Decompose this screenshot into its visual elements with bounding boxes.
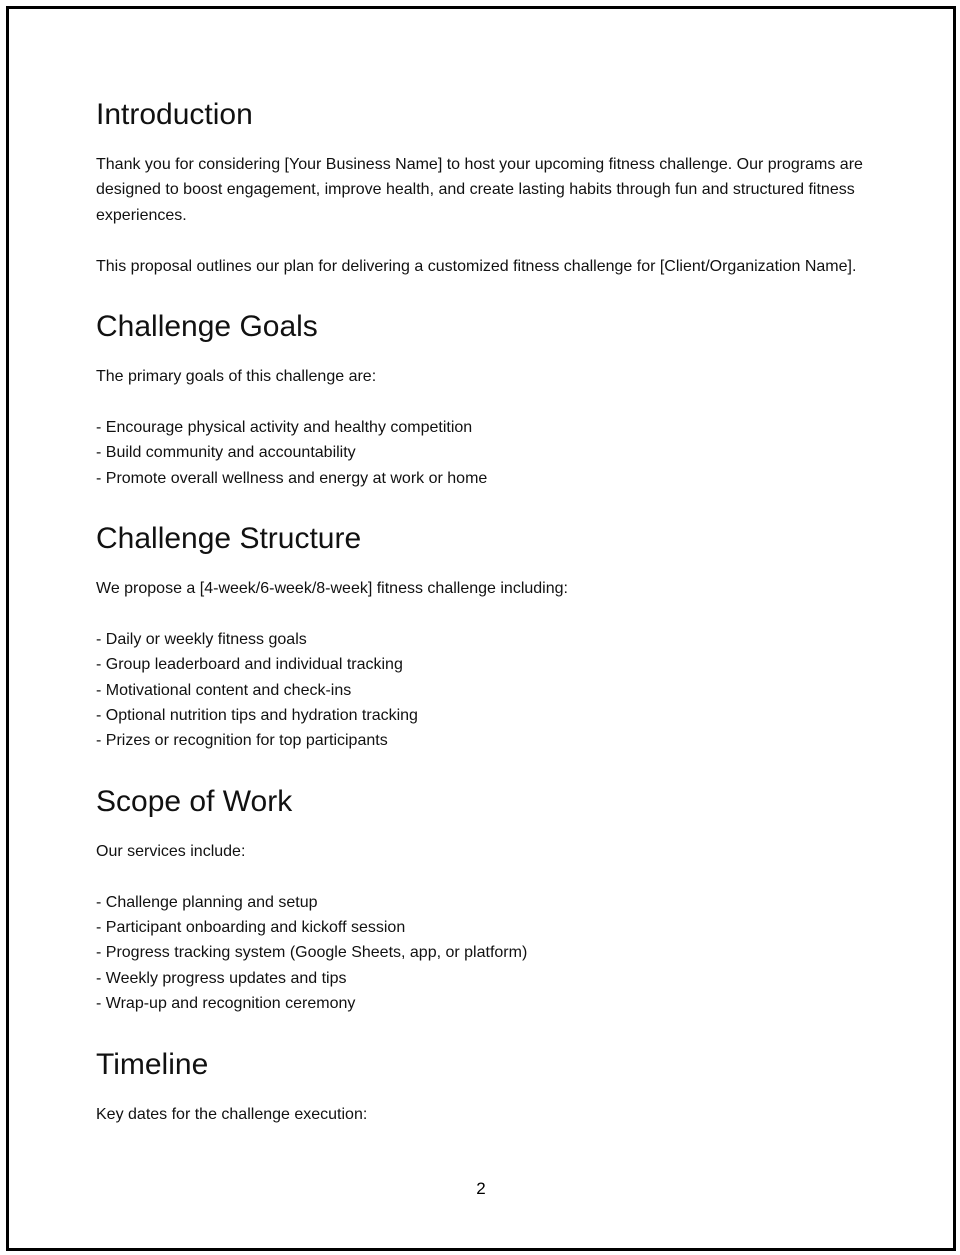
structure-heading: Challenge Structure: [96, 522, 362, 556]
goals-heading: Challenge Goals: [96, 310, 318, 344]
document-page: [6, 6, 956, 1251]
introduction-heading: Introduction: [96, 98, 253, 131]
scope-heading: Scope of Work: [96, 784, 293, 818]
scope-list-item: - Weekly progress updates and tips: [96, 969, 347, 987]
scope-list-item: - Progress tracking system (Google Sheets, app, or platform): [96, 944, 528, 962]
scope-section: [96, 784, 886, 1017]
scope-intro: Our services include:: [96, 842, 246, 860]
introduction-paragraph-2: This proposal outlines our plan for delivering a customized fitness challenge for [Client/Organization Name].: [96, 257, 857, 275]
timeline-heading: Timeline: [96, 1047, 209, 1081]
timeline-intro: Key dates for the challenge execution:: [96, 1105, 368, 1123]
timeline-section: [96, 1047, 886, 1127]
scope-list-item: - Challenge planning and setup: [96, 893, 318, 911]
structure-section: [96, 521, 886, 754]
goals-list-item: - Encourage physical activity and healthy competition: [96, 418, 473, 436]
structure-list-item: - Daily or weekly fitness goals: [96, 630, 307, 648]
introduction-paragraph-1: Thank you for considering [Your Business Name] to host your upcoming fitness challenge. Our programs are designed to boost engagement, improve health, and create lasting habits through fun and structured fitness experiences.: [96, 156, 863, 224]
structure-list: [96, 627, 886, 754]
page-content: [96, 97, 886, 1157]
scope-list-item: - Wrap-up and recognition ceremony: [96, 995, 356, 1013]
structure-list-item: - Motivational content and check-ins: [96, 681, 352, 699]
goals-section: [96, 309, 886, 491]
structure-list-item: - Group leaderboard and individual tracking: [96, 656, 403, 674]
goals-list-item: - Promote overall wellness and energy at work or home: [96, 469, 488, 487]
goals-list-item: - Build community and accountability: [96, 444, 356, 462]
goals-list: [96, 415, 886, 491]
structure-intro: We propose a [4-week/6-week/8-week] fitness challenge including:: [96, 580, 568, 598]
introduction-section: [96, 97, 886, 279]
structure-list-item: - Prizes or recognition for top participants: [96, 732, 388, 750]
goals-intro: The primary goals of this challenge are:: [96, 368, 377, 386]
scope-list: [96, 890, 886, 1017]
scope-list-item: - Participant onboarding and kickoff session: [96, 919, 406, 937]
page-number: 2: [476, 1179, 486, 1198]
structure-list-item: - Optional nutrition tips and hydration tracking: [96, 707, 418, 725]
